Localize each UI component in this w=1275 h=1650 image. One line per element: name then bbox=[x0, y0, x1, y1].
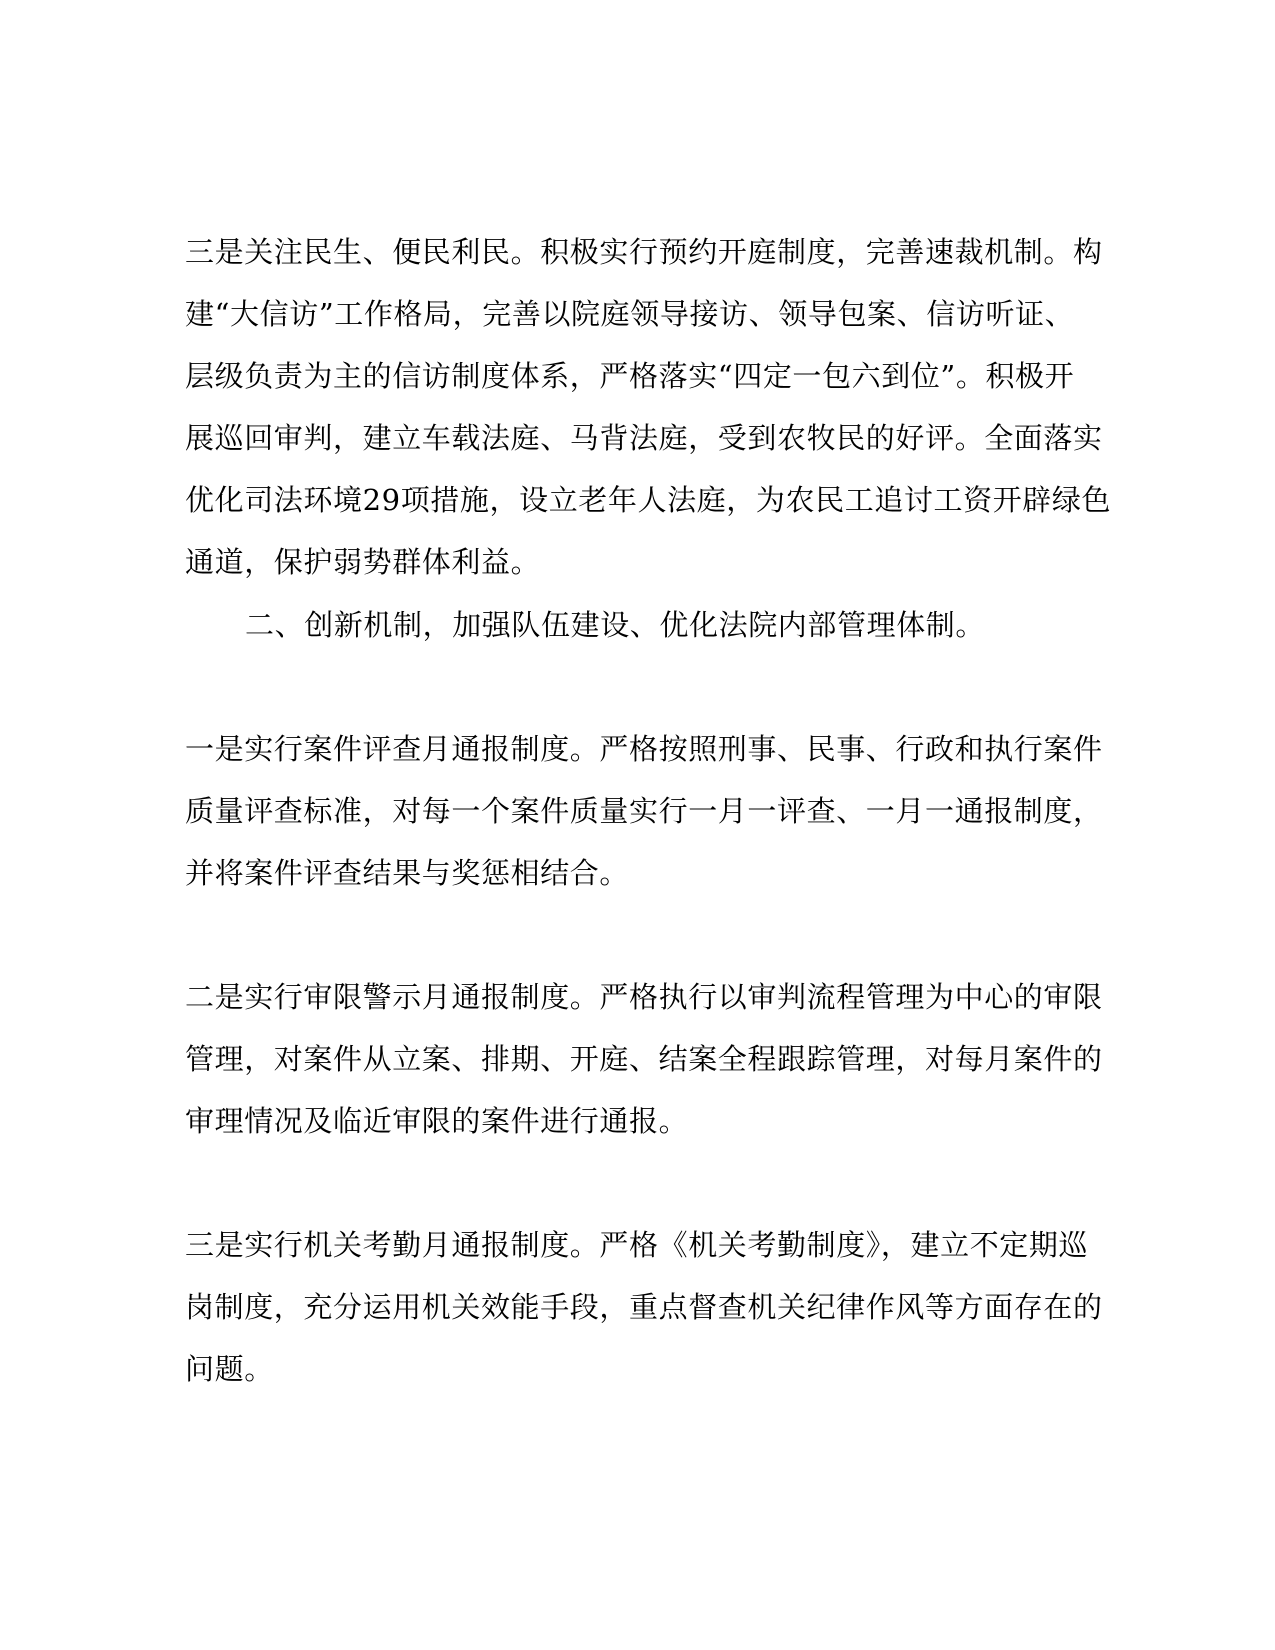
paragraph-2-line-1: 一是实行案件评查月通报制度。严格按照刑事、民事、行政和执行案件 bbox=[185, 732, 1103, 766]
paragraph-1-line-6: 通道，保护弱势群体利益。 bbox=[185, 545, 541, 579]
paragraph-4-line-1: 三是实行机关考勤月通报制度。严格《机关考勤制度》，建立不定期巡 bbox=[185, 1228, 1089, 1262]
paragraph-1-line-1: 三是关注民生、便民利民。积极实行预约开庭制度，完善速裁机制。构 bbox=[185, 235, 1103, 269]
paragraph-2-line-2: 质量评查标准，对每一个案件质量实行一月一评查、一月一通报制度， bbox=[185, 794, 1103, 828]
paragraph-4-line-3: 问题。 bbox=[185, 1352, 274, 1386]
paragraph-1-line-5: 优化司法环境29项措施，设立老年人法庭，为农民工追讨工资开辟绿色 bbox=[185, 483, 1112, 517]
paragraph-3-line-3: 审理情况及临近审限的案件进行通报。 bbox=[185, 1104, 689, 1138]
paragraph-1-line-4: 展巡回审判，建立车载法庭、马背法庭，受到农牧民的好评。全面落实 bbox=[185, 421, 1103, 455]
paragraph-3-line-1: 二是实行审限警示月通报制度。严格执行以审判流程管理为中心的审限 bbox=[185, 980, 1103, 1014]
paragraph-1-line-3: 层级负责为主的信访制度体系，严格落实“四定一包六到位”。积极开 bbox=[185, 359, 1075, 393]
paragraph-4-line-2: 岗制度，充分运用机关效能手段，重点督查机关纪律作风等方面存在的 bbox=[185, 1290, 1103, 1324]
section-heading: 二、创新机制，加强队伍建设、优化法院内部管理体制。 bbox=[245, 608, 986, 642]
paragraph-3-line-2: 管理，对案件从立案、排期、开庭、结案全程跟踪管理，对每月案件的 bbox=[185, 1042, 1103, 1076]
paragraph-2-line-3: 并将案件评查结果与奖惩相结合。 bbox=[185, 856, 630, 890]
paragraph-1-line-2: 建“大信访”工作格局，完善以院庭领导接访、领导包案、信访听证、 bbox=[185, 297, 1075, 331]
